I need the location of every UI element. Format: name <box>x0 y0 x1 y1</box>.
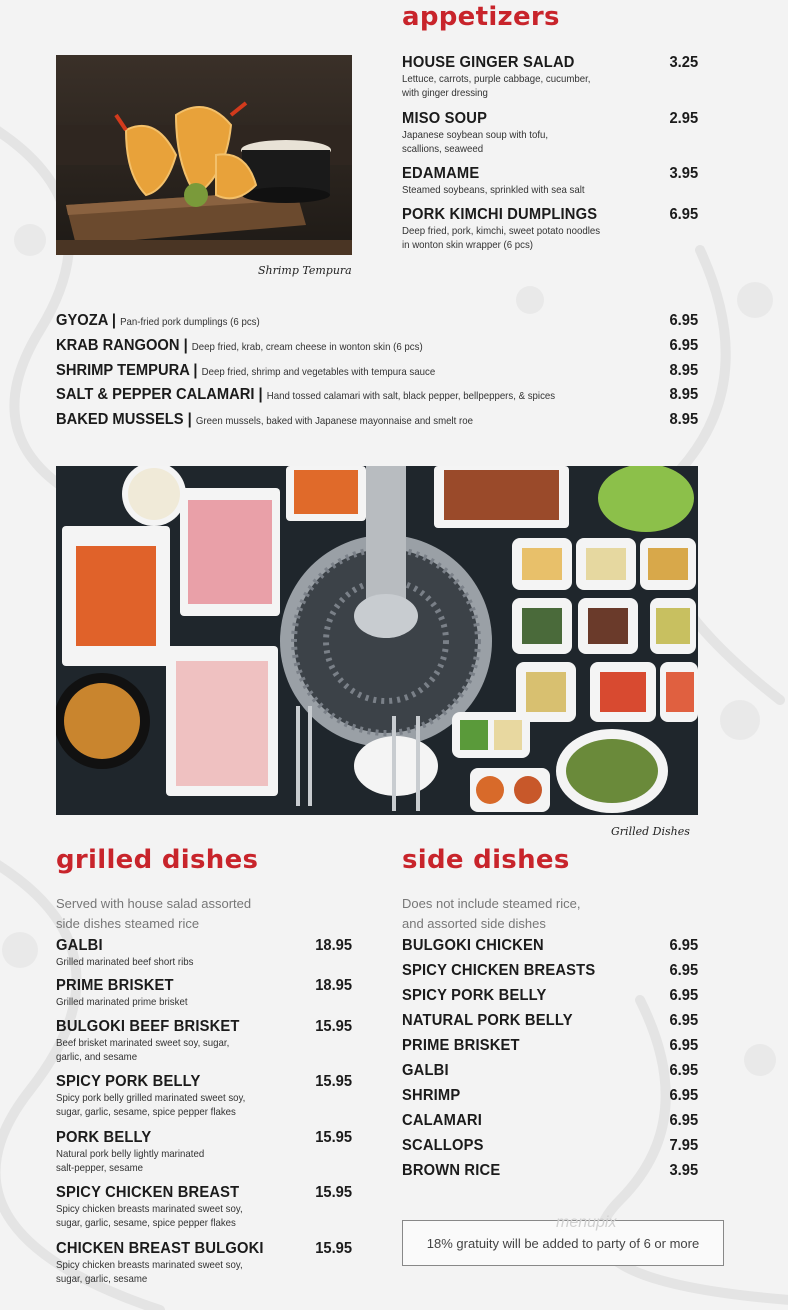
item-desc: Steamed soybeans, sprinkled with sea salt <box>402 184 585 196</box>
menu-item <box>402 1037 530 1055</box>
menu-item <box>402 206 617 252</box>
item-price: 18.95 <box>315 977 352 994</box>
item-name: SPICY CHICKEN BREASTS <box>402 962 596 979</box>
item-desc: Spicy pork belly grilled marinated sweet soy, <box>56 1092 246 1104</box>
note-line: side dishes steamed rice <box>56 916 200 931</box>
item-name: EDAMAME <box>402 165 480 182</box>
note-line: Does not include steamed rice, <box>402 896 581 911</box>
item-desc: Spicy chicken breasts marinated sweet soy, <box>56 1203 243 1215</box>
item-desc: Hand tossed calamari with salt, black pepper, bellpeppers, & spices <box>266 390 556 402</box>
menu-item <box>56 1240 282 1286</box>
menu-row <box>56 411 509 429</box>
item-name: BULGOKI CHICKEN <box>402 937 544 954</box>
menu-item <box>402 1062 453 1080</box>
appetizers-title: appetizers <box>402 2 560 32</box>
item-price: 3.25 <box>669 54 698 71</box>
item-price: 15.95 <box>315 1129 352 1146</box>
menu-item <box>402 962 612 980</box>
menu-item <box>402 1012 588 1030</box>
note-line: Served with house salad assorted <box>56 896 252 911</box>
item-name: PRIME BRISKET <box>56 977 174 994</box>
menu-item <box>402 165 600 197</box>
item-price: 6.95 <box>669 987 698 1004</box>
menu-item <box>402 1087 465 1105</box>
menu-item <box>56 1129 217 1175</box>
item-name: PORK BELLY <box>56 1129 152 1146</box>
menu-item <box>56 977 199 1009</box>
item-name: CHICKEN BREAST BULGOKI <box>56 1240 264 1257</box>
item-name: SALT & PEPPER CALAMARI | <box>56 386 263 403</box>
item-name: SPICY PORK BELLY <box>56 1073 201 1090</box>
item-desc: Grilled marinated prime brisket <box>56 996 188 1008</box>
item-name: SHRIMP <box>402 1087 461 1104</box>
menu-item <box>56 1018 256 1064</box>
item-name: SPICY CHICKEN BREAST <box>56 1184 240 1201</box>
gratuity-notice: 18% gratuity will be added to party of 6 or more <box>402 1220 724 1266</box>
item-price: 15.95 <box>315 1240 352 1257</box>
item-price: 6.95 <box>669 312 698 329</box>
menu-item <box>402 1112 489 1130</box>
item-desc: salt-pepper, sesame <box>56 1162 143 1174</box>
item-name: BAKED MUSSELS | <box>56 411 192 428</box>
menu-item <box>402 987 559 1005</box>
menu-item <box>402 110 561 156</box>
item-name: PORK KIMCHI DUMPLINGS <box>402 206 598 223</box>
tempura-caption: Shrimp Tempura <box>258 264 352 277</box>
item-price: 6.95 <box>669 337 698 354</box>
item-desc: scallions, seaweed <box>402 143 484 155</box>
item-price: 3.95 <box>669 1162 698 1179</box>
item-desc: Beef brisket marinated sweet soy, sugar, <box>56 1037 230 1049</box>
item-price: 8.95 <box>669 411 698 428</box>
item-name: HOUSE GINGER SALAD <box>402 54 575 71</box>
watermark-text: menupix <box>556 1214 617 1231</box>
item-price: 18.95 <box>315 937 352 954</box>
item-desc: sugar, garlic, sesame <box>56 1273 148 1285</box>
shrimp-tempura-photo <box>56 55 352 255</box>
item-name: GYOZA | <box>56 312 117 329</box>
item-desc: Japanese soybean soup with tofu, <box>402 129 549 141</box>
item-desc: sugar, garlic, sesame, spice pepper flakes <box>56 1106 236 1118</box>
item-price: 2.95 <box>669 110 698 127</box>
item-price: 15.95 <box>315 1184 352 1201</box>
menu-item <box>56 937 205 969</box>
item-desc: in wonton skin wrapper (6 pcs) <box>402 239 534 251</box>
grilled-note <box>56 894 251 934</box>
item-desc: Deep fried, krab, cream cheese in wonton skin (6 pcs) <box>191 341 423 353</box>
grilled-dishes-title: grilled dishes <box>56 845 259 875</box>
item-desc: Lettuce, carrots, purple cabbage, cucumber, <box>402 73 591 85</box>
item-price: 7.95 <box>669 1137 698 1154</box>
item-desc: Deep fried, shrimp and vegetables with tempura sauce <box>201 366 436 378</box>
menu-row <box>56 386 599 404</box>
item-name: PRIME BRISKET <box>402 1037 520 1054</box>
menu-item <box>56 1073 262 1119</box>
item-name: SHRIMP TEMPURA | <box>56 362 198 379</box>
grilled-caption: Grilled Dishes <box>611 825 690 838</box>
menu-item <box>402 1162 509 1180</box>
item-name: NATURAL PORK BELLY <box>402 1012 573 1029</box>
item-name: SPICY PORK BELLY <box>402 987 547 1004</box>
item-price: 6.95 <box>669 1087 698 1104</box>
item-price: 15.95 <box>315 1018 352 1035</box>
item-desc: sugar, garlic, sesame, spice pepper flakes <box>56 1217 236 1229</box>
item-price: 6.95 <box>669 1037 698 1054</box>
menu-row <box>56 337 455 355</box>
menu-item <box>402 937 556 955</box>
item-name: CALAMARI <box>402 1112 482 1129</box>
item-name: BULGOKI BEEF BRISKET <box>56 1018 240 1035</box>
item-desc: Pan-fried pork dumplings (6 pcs) <box>120 316 260 328</box>
item-desc: with ginger dressing <box>402 87 488 99</box>
item-name: GALBI <box>402 1062 449 1079</box>
item-desc: Natural pork belly lightly marinated <box>56 1148 205 1160</box>
item-name: KRAB RANGOON | <box>56 337 188 354</box>
item-desc: garlic, and sesame <box>56 1051 138 1063</box>
menu-item <box>56 1184 259 1230</box>
item-price: 3.95 <box>669 165 698 182</box>
item-price: 8.95 <box>669 362 698 379</box>
item-desc: Spicy chicken breasts marinated sweet soy, <box>56 1259 243 1271</box>
item-name: BROWN RICE <box>402 1162 501 1179</box>
item-price: 15.95 <box>315 1073 352 1090</box>
menu-item <box>402 54 607 100</box>
item-name: SCALLOPS <box>402 1137 484 1154</box>
item-price: 6.95 <box>669 1112 698 1129</box>
side-dishes-title: side dishes <box>402 845 570 875</box>
item-desc: Grilled marinated beef short ribs <box>56 956 194 968</box>
item-price: 6.95 <box>669 1012 698 1029</box>
menu-item <box>402 1137 491 1155</box>
item-name: MISO SOUP <box>402 110 488 127</box>
item-price: 8.95 <box>669 386 698 403</box>
menu-row <box>56 312 277 330</box>
menu-row <box>56 362 468 380</box>
item-price: 6.95 <box>669 937 698 954</box>
item-name: GALBI <box>56 937 103 954</box>
note-line: and assorted side dishes <box>402 916 546 931</box>
item-price: 6.95 <box>669 206 698 223</box>
item-desc: Deep fried, pork, kimchi, sweet potato noodles <box>402 225 601 237</box>
item-desc: Green mussels, baked with Japanese mayonnaise and smelt roe <box>195 415 473 427</box>
item-price: 6.95 <box>669 962 698 979</box>
side-note <box>402 894 580 934</box>
item-price: 6.95 <box>669 1062 698 1079</box>
grilled-dishes-photo <box>56 466 698 815</box>
